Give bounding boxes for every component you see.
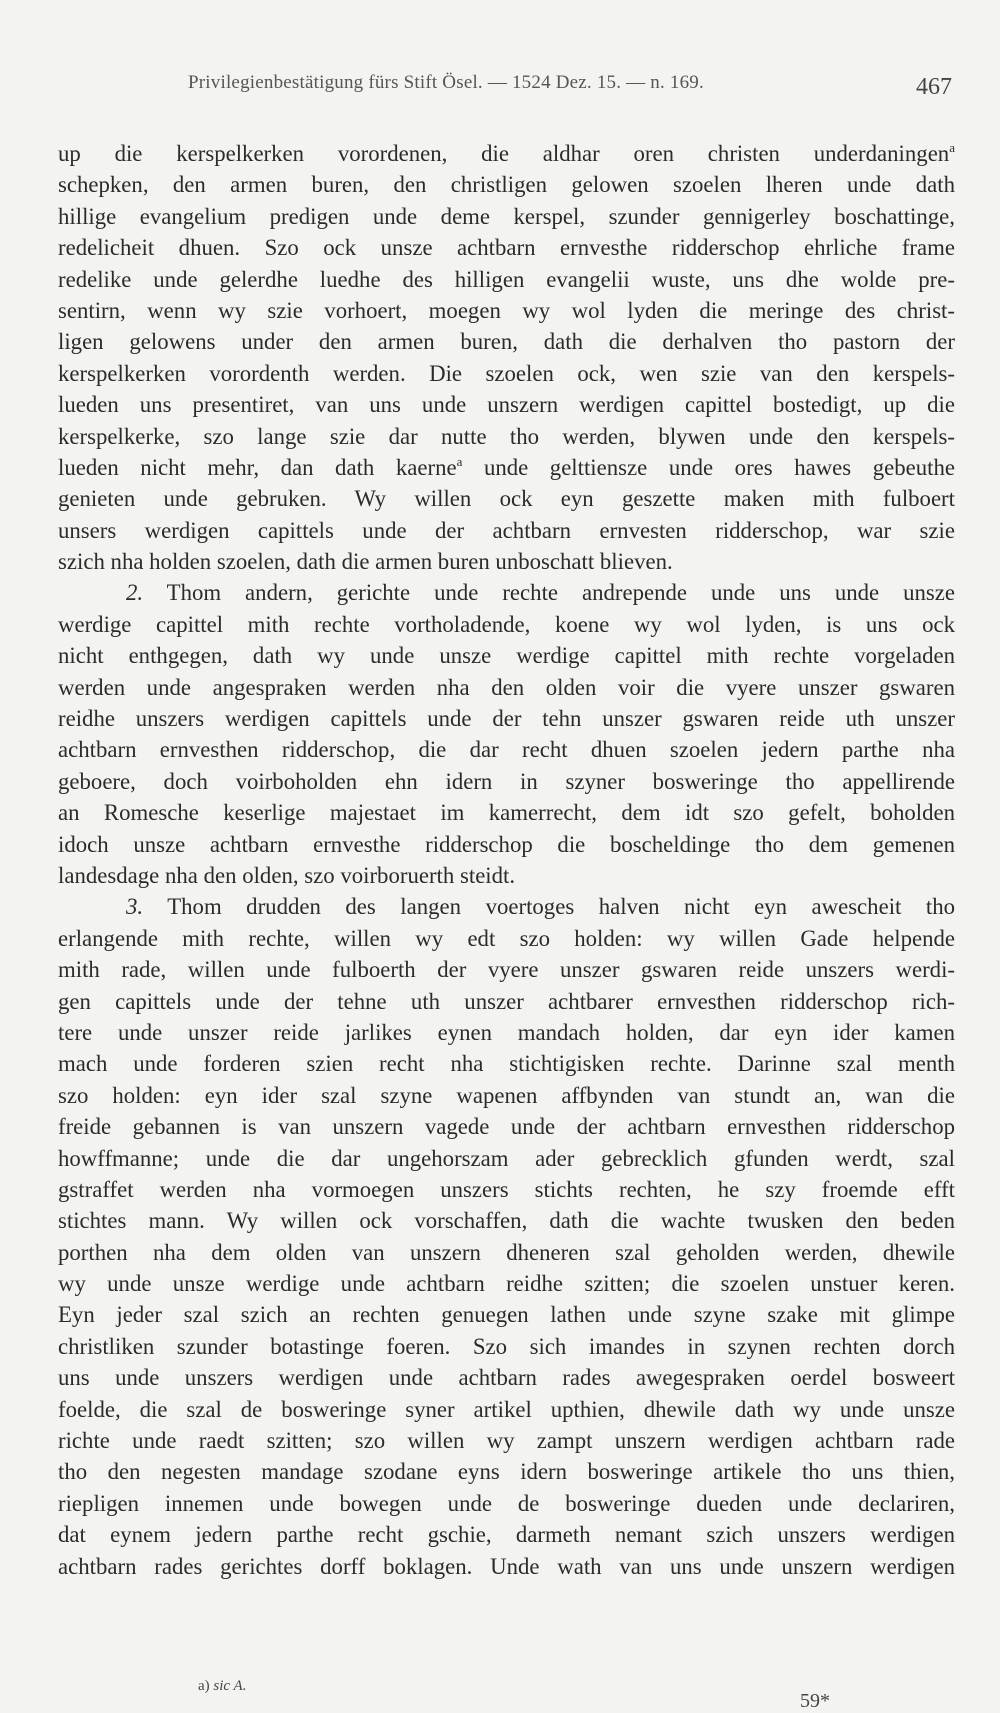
text-line: 2. Thom andern, gerichte unde rechte andrepende unde uns unde unsze [126, 580, 955, 606]
footnote-marker: a [456, 453, 463, 469]
text-line: christliken szunder botastinge foeren. Szo sich imandes in szynen rechten dorch [58, 1333, 955, 1359]
text-line: lueden uns presentiret, van uns unde unszern werdigen capittel bostedigt, up die [58, 392, 955, 418]
text-line: richte unde raedt szitten; szo willen wy zampt unszern werdigen achtbarn rade [58, 1428, 955, 1454]
text-line: achtbarn rades gerichtes dorff boklagen. Unde wath van uns unde unszern werdigen [58, 1553, 955, 1579]
text-line: riepligen innemen unde bowegen unde de bosweringe dueden unde declariren, [58, 1490, 955, 1516]
text-line: szo holden: eyn ider szal szyne wapenen affbynden van stundt an, wan die [58, 1082, 955, 1108]
text-line: Eyn jeder szal szich an rechten genuegen lathen unde szyne szake mit glimpe [58, 1302, 955, 1328]
signature-mark: 59* [800, 1690, 830, 1712]
footnote [198, 1678, 246, 1695]
footnote-marker: a [949, 140, 955, 155]
paragraph-number: 2. [126, 580, 144, 606]
text-line: mith rade, willen unde fulboerth der vyere unszer gswaren reide unszers werdi- [58, 957, 955, 983]
text-line: mach unde forderen szien recht nha stichtigisken rechte. Darinne szal menth [58, 1051, 955, 1077]
text-line: nicht enthgegen, dath wy unde unsze werdige capittel mith rechte vorgeladen [58, 643, 955, 669]
text-line: tere unde unszer reide jarlikes eynen mandach holden, dar eyn ider kamen [58, 1019, 955, 1045]
text-line: unsers werdigen capittels unde der achtbarn ernvesten ridderschop, war szie [58, 517, 955, 543]
text-line: uns unde unszers werdigen unde achtbarn rades awegespraken oerdel bosweert [58, 1365, 955, 1391]
text-line: gen capittels unde der tehne uth unszer achtbarer ernvesthen ridderschop rich- [58, 988, 955, 1014]
paragraph-number: 3. [126, 894, 144, 920]
text-line: tho den negesten mandage szodane eyns idern bosweringe artikele tho uns thien, [58, 1459, 955, 1485]
text-line: szich nha holden szoelen, dath die armen buren unboschatt blieven. [58, 549, 673, 575]
text-line: reidhe unszers werdigen capittels unde der tehn unszer gswaren reide uth unszer [58, 706, 955, 732]
text-line: 3. Thom drudden des langen voertoges halven nicht eyn awescheit tho [126, 894, 956, 920]
footnote-text: sic A. [213, 1678, 247, 1694]
text-line: schepken, den armen buren, den christligen gelowen szoelen lheren unde dath [58, 172, 955, 198]
text-line: stichtes mann. Wy willen ock vorschaffen, dath die wachte twusken den beden [58, 1208, 955, 1234]
text-line: werden unde angespraken werden nha den olden voir die vyere unszer gswaren [58, 674, 955, 700]
text-line: up die kerspelkerken vorordenen, die aldhar oren christen underdaningen$^a$ [58, 140, 955, 166]
text-line: howffmanne; unde die dar ungehorszam ader gebrecklich gfunden werdt, szal [58, 1145, 955, 1171]
text-line: hillige evangelium predigen unde deme kerspel, szunder gennigerley boschattinge, [58, 203, 955, 229]
body-text [58, 138, 955, 1582]
text-line: kerspelkerke, szo lange szie dar nutte tho werden, blywen unde den kerspels- [58, 423, 955, 449]
text-line: redelike unde gelerdhe luedhe des hilligen evangelii wuste, uns dhe wolde pre- [58, 266, 955, 292]
text-line: geboere, doch voirboholden ehn idern in szyner bosweringe tho appellirende [58, 768, 955, 794]
footnote-marker: a) [198, 1678, 210, 1694]
text-line: genieten unde gebruken. Wy willen ock eyn geszette maken mith fulboert [58, 486, 955, 512]
text-line: erlangende mith rechte, willen wy edt szo holden: wy willen Gade helpende [58, 925, 955, 951]
text-line: werdige capittel mith rechte vortholadende, koene wy wol lyden, is uns ock [58, 611, 955, 637]
page-number: 467 [916, 74, 952, 100]
text-line: foelde, die szal de bosweringe syner artikel upthien, dhewile dath wy unde unsze [58, 1396, 955, 1422]
text-line: freide gebannen is van unszern vagede unde der achtbarn ernvesthen ridderschop [58, 1114, 955, 1140]
text-line: landesdage nha den olden, szo voirboruerth steidt. [58, 862, 516, 888]
text-line: achtbarn ernvesthen ridderschop, die dar recht dhuen szoelen jedern parthe nha [58, 737, 955, 763]
running-head: Privilegienbestätigung fürs Stift Ösel. — 1524 Dez. 15. — n. 169. [188, 72, 704, 93]
text-line: wy unde unsze werdige unde achtbarn reidhe szitten; die szoelen unstuer keren. [58, 1271, 955, 1297]
text-line: porthen nha dem olden van unszern dheneren szal geholden werden, dhewile [58, 1239, 955, 1265]
text-line: lueden nicht mehr, dan dath kaerne$^a$ unde gelttiensze unde ores hawes gebeuthe [58, 453, 955, 480]
text-line: ligen gelowens under den armen buren, dath die derhalven tho pastorn der [58, 329, 955, 355]
text-line: dat eynem jedern parthe recht gschie, darmeth nemant szich unszers werdigen [58, 1522, 955, 1548]
text-line: kerspelkerken vorordenth werden. Die szoelen ock, wen szie van den kerspels- [58, 360, 955, 386]
text-line: redelicheit dhuen. Szo ock unsze achtbarn ernvesthe ridderschop ehrliche frame [58, 235, 955, 261]
text-line: sentirn, wenn wy szie vorhoert, moegen wy wol lyden die meringe des christ- [58, 297, 955, 323]
text-line: an Romesche keserlige majestaet im kamerrecht, dem idt szo gefelt, boholden [58, 800, 955, 826]
text-line: gstraffet werden nha vormoegen unszers stichts rechten, he szy froemde efft [58, 1176, 955, 1202]
text-line: idoch unsze achtbarn ernvesthe ridderschop die boscheldinge tho dem gemenen [58, 831, 955, 857]
